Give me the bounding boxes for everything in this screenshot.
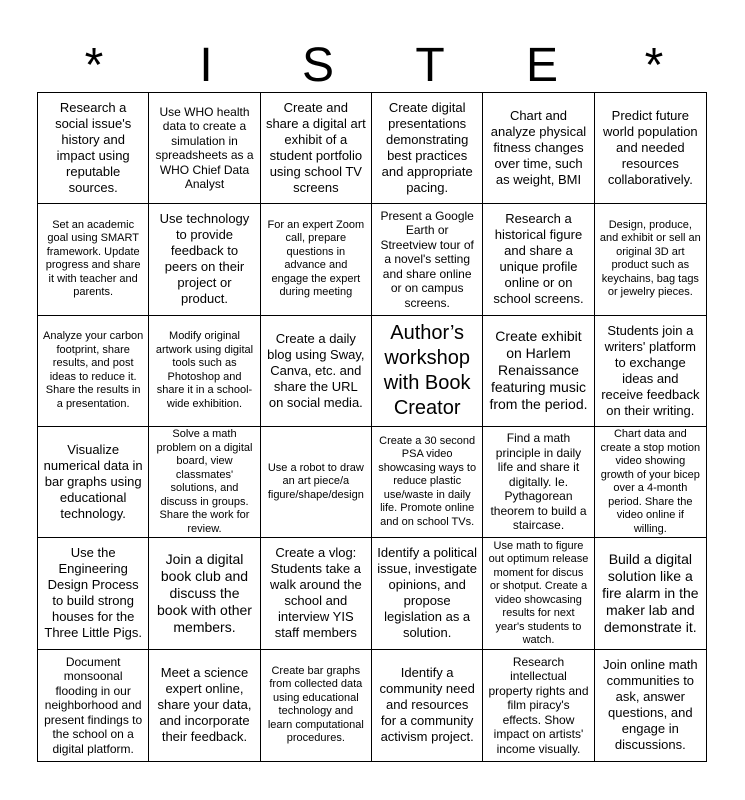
bingo-cell[interactable]: Solve a math problem on a digital board, view classmates' solutions, and discuss in groups. Share the work for review. [149, 427, 260, 538]
header-star-left: * [84, 39, 104, 92]
bingo-cell[interactable]: Join online math communities to ask, answer questions, and engage in discussions. [602, 657, 698, 753]
bingo-cell[interactable]: Visualize numerical data in bar graphs using educational technology. [38, 427, 149, 538]
bingo-cell[interactable]: Document monsoonal flooding in our neighborhood and present findings to the school on a digital platform. [38, 650, 149, 761]
bingo-cell[interactable]: Use math to figure out optimum release moment for discus or shotput. Create a video showcasing results for next year's students to watch. [483, 538, 594, 649]
bingo-cell[interactable]: Analyze your carbon footprint, share results, and post ideas to reduce it. Share the results in a presentation. [38, 316, 149, 427]
bingo-cell[interactable]: Identify a political issue, investigate opinions, and propose legislation as a solution. [372, 538, 483, 649]
bingo-cell[interactable]: Design, produce, and exhibit or sell an original 3D art product such as keychains, bag tags or jewelry pieces. [595, 204, 706, 315]
bingo-cell[interactable]: Author’s workshop with Book Creator [372, 316, 483, 427]
bingo-cell[interactable]: For an expert Zoom call, prepare questions in advance and engage the expert during meeting [261, 204, 372, 315]
bingo-cell[interactable]: Chart and analyze physical fitness changes over time, such as weight, BMI [483, 93, 594, 204]
bingo-cell[interactable]: Predict future world population and needed resources collaboratively. [595, 93, 706, 204]
bingo-cell[interactable]: Join a digital book club and discuss the book with other members. [149, 538, 260, 649]
bingo-cell[interactable]: Set an academic goal using SMART framework. Update progress and share it with teacher and parents. [38, 204, 149, 315]
bingo-cell[interactable]: Chart data and create a stop motion video showing growth of your bicep over a 4-month period. Share the video online if willing. [595, 427, 706, 538]
bingo-cell[interactable]: Students join a writers' platform to exchange ideas and receive feedback on their writing. [595, 316, 706, 427]
bingo-cell[interactable]: Create exhibit on Harlem Renaissance featuring music from the period. [483, 316, 594, 427]
bingo-cell[interactable]: Use a robot to draw an art piece/a figure/shape/design [261, 427, 372, 538]
bingo-cell[interactable]: Present a Google Earth or Streetview tour of a novel's setting and share online or on campus screens. [372, 204, 483, 315]
bingo-cell[interactable]: Create bar graphs from collected data using educational technology and learn computational procedures. [261, 650, 372, 761]
header-star-right: * [644, 39, 664, 92]
bingo-cell[interactable]: Modify original artwork using digital tools such as Photoshop and share it in a school-wide exhibition. [149, 316, 260, 427]
bingo-cell[interactable]: Use WHO health data to create a simulation in spreadsheets as a WHO Chief Data Analyst [149, 93, 260, 204]
header-letter-e: E [525, 39, 558, 92]
bingo-grid [37, 92, 707, 762]
bingo-cell[interactable]: Build a digital solution like a fire alarm in the maker lab and demonstrate it. [595, 538, 706, 649]
bingo-cell[interactable]: Find a math principle in daily life and share it digitally. Ie. Pythagorean theorem to build a staircase. [483, 427, 594, 538]
header-letter-t: T [415, 39, 445, 92]
bingo-cell[interactable]: Create and share a digital art exhibit of a student portfolio using school TV screens [261, 93, 372, 204]
bingo-cell[interactable]: Create a 30 second PSA video showcasing ways to reduce plastic use/waste in daily life. Promote online and on school TVs. [372, 427, 483, 538]
bingo-cell[interactable]: Identify a community need and resources for a community activism project. [372, 650, 483, 761]
bingo-cell[interactable]: Create digital presentations demonstrating best practices and appropriate pacing. [372, 93, 483, 204]
bingo-cell[interactable]: Create a daily blog using Sway, Canva, etc. and share the URL on social media. [261, 316, 372, 427]
bingo-header [38, 40, 708, 92]
bingo-cell[interactable]: Meet a science expert online, share your data, and incorporate their feedback. [149, 650, 260, 761]
bingo-cell[interactable]: Research a social issue's history and impact using reputable sources. [38, 93, 149, 204]
bingo-cell[interactable]: Research a historical figure and share a unique profile online or on school screens. [483, 204, 594, 315]
bingo-cell[interactable]: Use technology to provide feedback to peers on their project or product. [149, 204, 260, 315]
header-letter-s: S [301, 39, 334, 92]
bingo-cell[interactable]: Create a vlog: Students take a walk around the school and interview YIS staff members [261, 538, 372, 649]
bingo-cell[interactable]: Research intellectual property rights and film piracy's effects. Show impact on artists' income visually. [483, 650, 594, 761]
header-letter-i: I [199, 39, 213, 92]
bingo-cell[interactable]: Use the Engineering Design Process to build strong houses for the Three Little Pigs. [38, 538, 149, 649]
